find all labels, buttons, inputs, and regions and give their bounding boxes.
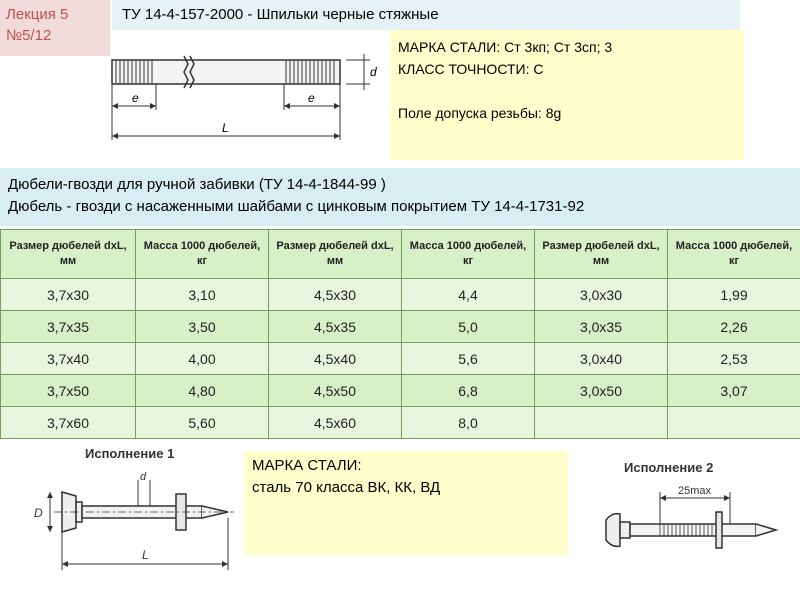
table-cell: 3,50 bbox=[136, 311, 269, 343]
dim-d: d bbox=[370, 65, 377, 79]
table-row bbox=[1, 311, 800, 343]
table-cell: 4,5х35 bbox=[269, 311, 402, 343]
table-row bbox=[1, 279, 800, 311]
table-row bbox=[1, 375, 800, 407]
table-cell: 3,10 bbox=[136, 279, 269, 311]
steel-grade-box-dowels bbox=[244, 451, 568, 555]
table-cell: 3,0х30 bbox=[535, 279, 668, 311]
table-cell: 3,7х40 bbox=[1, 343, 136, 375]
variant-1-drawing bbox=[30, 440, 240, 580]
dowel-table bbox=[0, 229, 800, 439]
variant-2-drawing bbox=[590, 452, 790, 572]
table-header: Масса 1000 дюбелей, кг bbox=[402, 230, 535, 279]
page-title: ТУ 14-4-157-2000 - Шпильки черные стяжные bbox=[112, 0, 740, 30]
table-cell bbox=[668, 407, 800, 439]
table-cell: 3,07 bbox=[668, 375, 800, 407]
variant-2-label: Исполнение 2 bbox=[624, 460, 714, 475]
dim-D: D bbox=[34, 506, 43, 520]
steel-grade-heading: МАРКА СТАЛИ: bbox=[252, 457, 362, 474]
table-cell: 3,7х30 bbox=[1, 279, 136, 311]
dowel-heading-line-2: Дюбель - гвозди с насаженными шайбами с цинковым покрытием ТУ 14-4-1731-92 bbox=[8, 198, 585, 215]
table-cell: 3,0х50 bbox=[535, 375, 668, 407]
table-row bbox=[1, 407, 800, 439]
table-row bbox=[1, 343, 800, 375]
dim-25max: 25max bbox=[678, 485, 712, 497]
table-cell: 4,80 bbox=[136, 375, 269, 407]
lecture-number: №5/12 bbox=[6, 27, 52, 44]
thread-tolerance-line: Поле допуска резьбы: 8g bbox=[398, 105, 562, 121]
steel-grade-box-studs bbox=[390, 30, 744, 160]
dim-L: L bbox=[222, 121, 229, 135]
table-cell: 5,0 bbox=[402, 311, 535, 343]
dim-e-right: e bbox=[308, 91, 315, 105]
dim-e-left: e bbox=[132, 91, 139, 105]
table-cell: 4,00 bbox=[136, 343, 269, 375]
table-cell: 3,7х50 bbox=[1, 375, 136, 407]
lecture-badge bbox=[0, 0, 110, 56]
table-cell: 2,53 bbox=[668, 343, 800, 375]
table-cell: 3,0х40 bbox=[535, 343, 668, 375]
table-cell: 6,8 bbox=[402, 375, 535, 407]
table-cell: 4,4 bbox=[402, 279, 535, 311]
table-cell: 1,99 bbox=[668, 279, 800, 311]
table-cell: 4,5х40 bbox=[269, 343, 402, 375]
dowel-heading-line-1: Дюбели-гвозди для ручной забивки (ТУ 14-4-1844-99 ) bbox=[8, 176, 386, 193]
table-cell: 8,0 bbox=[402, 407, 535, 439]
table-cell bbox=[535, 407, 668, 439]
dim-L-v1: L bbox=[142, 548, 149, 562]
dim-d-v1: d bbox=[140, 471, 147, 483]
table-header: Размер дюбелей dxL, мм bbox=[1, 230, 136, 279]
dowel-heading bbox=[0, 168, 800, 226]
table-cell: 2,26 bbox=[668, 311, 800, 343]
steel-grade-line: МАРКА СТАЛИ: Ст 3кп; Ст 3сп; 3 bbox=[398, 39, 613, 55]
stud-drawing bbox=[100, 40, 390, 150]
table-cell: 3,7х35 bbox=[1, 311, 136, 343]
table-header-row bbox=[1, 230, 800, 279]
accuracy-class-line: КЛАСС ТОЧНОСТИ: С bbox=[398, 61, 544, 77]
table-cell: 5,60 bbox=[136, 407, 269, 439]
table-cell: 5,6 bbox=[402, 343, 535, 375]
table-cell: 3,7х60 bbox=[1, 407, 136, 439]
table-header: Масса 1000 дюбелей, кг bbox=[668, 230, 800, 279]
table-header: Размер дюбелей dxL, мм bbox=[535, 230, 668, 279]
table-header: Размер дюбелей dxL, мм bbox=[269, 230, 402, 279]
table-header: Масса 1000 дюбелей, кг bbox=[136, 230, 269, 279]
variant-1-label: Исполнение 1 bbox=[85, 446, 175, 461]
table-cell: 4,5х50 bbox=[269, 375, 402, 407]
lecture-label: Лекция 5 bbox=[6, 6, 69, 23]
table-cell: 4,5х30 bbox=[269, 279, 402, 311]
table-cell: 3,0х35 bbox=[535, 311, 668, 343]
table-cell: 4,5х60 bbox=[269, 407, 402, 439]
steel-grade-value: сталь 70 класса ВК, КК, ВД bbox=[252, 479, 441, 496]
